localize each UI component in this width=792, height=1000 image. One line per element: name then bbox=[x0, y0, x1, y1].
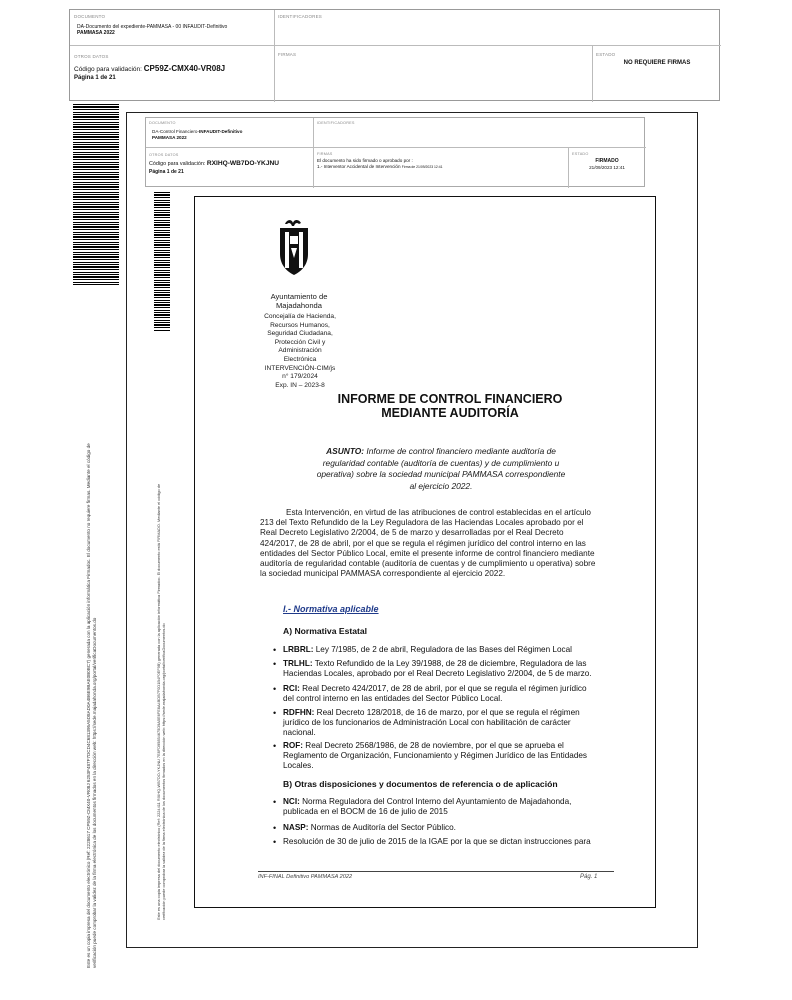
outer-page-number: Página 1 de 21 bbox=[74, 75, 116, 81]
bullet-rdfhn bbox=[283, 708, 613, 739]
bullet-nasp bbox=[283, 823, 613, 833]
inner-side-line2: verificación puede comprobar la validez de la firma electrónica de los documentos firmados en la dirección web: https://sede.majadahonda.org/portal/verificaDocumentos.do bbox=[160, 623, 166, 920]
bullet-text: del control interno en las entidades del Sector Público Local. bbox=[283, 694, 503, 704]
outer-document-label: DOCUMENTO bbox=[74, 14, 106, 19]
bullet-lrbrl bbox=[283, 645, 613, 655]
bullet-term: NCI: bbox=[283, 797, 300, 806]
dept-line: Recursos Humanos, bbox=[270, 321, 330, 329]
inner-side-text bbox=[157, 484, 167, 920]
ref-line: Exp. IN – 2023-8 bbox=[275, 381, 325, 389]
bullet-rof bbox=[283, 741, 613, 772]
dept-line: Electrónica bbox=[283, 355, 317, 363]
dept-line: Concejalía de Hacienda, bbox=[264, 313, 336, 320]
bullet-text: publicada en el BOCM de 16 de julio de 2015 bbox=[283, 807, 448, 817]
inner-status-cell bbox=[569, 148, 646, 188]
subject-line3: operativa) sobre la sociedad municipal PAMMASA correspondiente bbox=[316, 469, 566, 480]
outer-identifiers-cell bbox=[275, 10, 721, 46]
outer-other-data-cell bbox=[70, 46, 275, 102]
inner-validation-code[interactable]: RXIHQ-WB7DO-YKJNU bbox=[206, 160, 280, 167]
outer-validation-code[interactable]: CP59Z-CMX40-VR08J bbox=[143, 64, 226, 73]
dept-line: Administración bbox=[278, 347, 322, 355]
subject-line4: al ejercicio 2022. bbox=[409, 480, 473, 491]
page-footer-left: INF-FINAL Definitivo PAMMASA 2022 bbox=[258, 874, 353, 880]
outer-side-text bbox=[86, 443, 97, 968]
inner-status-date: 21/09/2023 12:41 bbox=[589, 165, 625, 170]
subsection-b-title: B) Otras disposiciones y documentos de referencia o de aplicación bbox=[283, 779, 558, 789]
org-name-line2: Majadahonda bbox=[275, 300, 323, 310]
dept-line: Protección Civil y bbox=[274, 338, 326, 346]
inner-header bbox=[145, 117, 645, 187]
subject-block bbox=[296, 446, 586, 492]
intro-line: entidades del Sector Público Local, emite el presente informe de control financiero mediante bbox=[260, 548, 595, 558]
bullet-trlhl bbox=[283, 659, 613, 679]
bullet-term: RDFHN: bbox=[283, 708, 315, 717]
page-footer-right: Pág. 1 bbox=[580, 874, 598, 880]
outer-document-line2: PAMMASA 2022 bbox=[77, 30, 115, 36]
coat-of-arms-icon bbox=[276, 218, 312, 276]
inner-signatures-line2: 1.- Interventor Accidental de Intervención bbox=[317, 164, 401, 169]
bullet-nci bbox=[283, 797, 613, 817]
outer-signatures-cell bbox=[275, 46, 593, 102]
inner-status-label: ESTADO bbox=[572, 152, 589, 156]
outer-status-label: ESTADO bbox=[596, 52, 616, 57]
bullet-rci bbox=[283, 684, 613, 704]
bullet-text: Ley 7/1985, de 2 de abril, Reguladora de las Bases del Régimen Local bbox=[313, 645, 572, 654]
intro-line: 424/2017, de 28 de abril, por el que se regula el régimen jurídico del control interno en las bbox=[260, 538, 586, 548]
inner-validation-prefix: Código para validación: bbox=[149, 161, 206, 167]
outer-identifiers-label: IDENTIFICADORES bbox=[278, 14, 323, 19]
section-title-normativa: I.- Normativa aplicable bbox=[283, 604, 379, 614]
intro-line: Esta Intervención, en virtud de las atribuciones de control establecidas en el artículo bbox=[286, 508, 591, 517]
subject-label: ASUNTO: bbox=[326, 446, 365, 456]
bullet-resolucion bbox=[283, 837, 613, 847]
inner-page-number: Página 1 de 21 bbox=[149, 169, 184, 175]
bullet-text: Texto Refundido de la Ley 39/1988, de 28 de diciembre, Reguladora de las bbox=[312, 659, 587, 668]
bullet-term: TRLHL: bbox=[283, 659, 313, 668]
bullet-text: Real Decreto 2568/1986, de 28 de noviembre, por el que se aprueba el bbox=[303, 741, 564, 750]
bullet-text: nacional. bbox=[283, 728, 316, 738]
inner-document-label: DOCUMENTO bbox=[149, 121, 176, 125]
inner-document-cell bbox=[146, 118, 314, 148]
subject-line1: Informe de control financiero mediante auditoría de bbox=[364, 446, 556, 456]
bullet-text: Reglamento de Organización, Funcionamiento y Régimen Jurídico de las Entidades bbox=[283, 751, 588, 761]
outer-header bbox=[69, 9, 720, 101]
outer-status-value: NO REQUIERE FIRMAS bbox=[623, 60, 691, 66]
report-title-line1: INFORME DE CONTROL FINANCIERO bbox=[337, 392, 563, 406]
inner-status-value: FIRMADO bbox=[595, 158, 619, 164]
intro-line: Real Decreto Legislativo 2/2004, de 5 de marzo y desarrolladas por el Real Decreto bbox=[260, 528, 564, 538]
inner-signatures-cell bbox=[314, 148, 569, 188]
intro-line: 213 del Texto Refundido de la Ley Reguladora de las Haciendas Locales aprobado por el bbox=[260, 518, 584, 528]
inner-barcode bbox=[154, 192, 170, 332]
bullet-text: Normas de Auditoría del Sector Público. bbox=[308, 823, 456, 832]
bullet-text: Locales. bbox=[283, 761, 314, 771]
intro-paragraph bbox=[260, 508, 614, 579]
bullet-text: Real Decreto 424/2017, de 28 de abril, por el que se regula el régimen jurídico bbox=[299, 684, 587, 693]
subject-line2: regularidad contable (auditoría de cuentas) y de cumplimiento u bbox=[322, 457, 560, 468]
inner-other-data-label: OTROS DATOS bbox=[149, 153, 179, 157]
bullet-text: Norma Reguladora del Control Interno del Ayuntamiento de Majadahonda, bbox=[299, 797, 572, 806]
org-name bbox=[264, 293, 334, 311]
inner-signatures-line1: El documento ha sido firmado o aprobado por : bbox=[317, 158, 413, 163]
intro-line: la sociedad municipal PAMMASA correspondiente al ejercicio 2022. bbox=[260, 569, 506, 579]
inner-document-prefix: DA-Control Financiero- bbox=[152, 129, 199, 134]
ref-line: n° 179/2024 bbox=[282, 373, 318, 381]
bullet-term: NASP: bbox=[283, 823, 309, 832]
report-title bbox=[300, 392, 600, 420]
ref-line: INTERVENCIÓN-CIM/js bbox=[264, 364, 336, 372]
dept-line: Seguridad Ciudadana, bbox=[267, 330, 333, 338]
inner-signatures-label: FIRMAS bbox=[317, 152, 333, 156]
outer-document-cell bbox=[70, 10, 275, 46]
outer-side-line1: Este es un copia impresa del documento electrónico (Ref: 2228617 CP59Z-CMX40-VR08J 6253F487F7DCD4C681395A5D8AD0A4B6E9BAE0B0BC7) generada con la aplicación informática Firmadoc. El documento no requiere firmas. Mediante el código de bbox=[86, 443, 91, 968]
outer-status-cell bbox=[593, 46, 721, 102]
org-name-line1: Ayuntamiento de bbox=[270, 292, 328, 301]
bullet-text: Real Decreto 128/2018, de 16 de marzo, por el que se regula el régimen bbox=[314, 708, 580, 717]
outer-validation-prefix: Código para validación: bbox=[74, 66, 142, 73]
inner-validation-line bbox=[149, 160, 279, 167]
inner-identifiers-cell bbox=[314, 118, 646, 148]
subsection-a-title: A) Normativa Estatal bbox=[283, 626, 368, 636]
inner-document-line2: PAMMASA 2022 bbox=[152, 134, 187, 140]
outer-signatures-label: FIRMAS bbox=[278, 52, 297, 57]
report-title-line2: MEDIANTE AUDITORÍA bbox=[381, 406, 519, 420]
inner-other-data-cell bbox=[146, 148, 314, 188]
bullet-term: RCI: bbox=[283, 684, 300, 693]
outer-document-title bbox=[77, 24, 272, 36]
bullet-term: LRBRL: bbox=[283, 645, 314, 654]
outer-other-data-label: OTROS DATOS bbox=[74, 54, 109, 59]
bullet-term: ROF: bbox=[283, 741, 304, 750]
outer-barcode bbox=[73, 104, 119, 286]
outer-validation-line bbox=[74, 64, 225, 73]
bullet-text: jurídico de los funcionarios de Administración Local con habilitación de carácter bbox=[283, 718, 571, 728]
bullet-text: Resolución de 30 de julio de 2015 de la IGAE por la que se dictan instrucciones para bbox=[283, 837, 591, 846]
inner-signatures-text bbox=[317, 158, 443, 170]
outer-document-line1: DA-Documento del expediente-PAMMASA - 00 INFAUDIT-Definitivo bbox=[77, 24, 228, 30]
inner-document-title bbox=[152, 129, 312, 140]
inner-signatures-date-small: Firma de 21/09/2023 12:41 bbox=[401, 165, 443, 169]
outer-side-line2: verificación puede comprobar la validez de la firma electrónica de los documentos firmados en la dirección web: https://sede.majadahonda.org/portal/verificaDocumentos.do bbox=[91, 617, 97, 968]
bullet-text: Haciendas Locales, aprobado por el Real Decreto Legislativo 2/2004, de 5 de marzo. bbox=[283, 669, 592, 679]
inner-document-bold: INFAUDIT-Definitivo bbox=[198, 129, 243, 134]
department-block bbox=[262, 313, 338, 390]
intro-line: auditoría de regularidad contable (auditoría de cuentas y de cumplimiento u operativa) sobre bbox=[260, 559, 596, 569]
inner-side-line1: Este es una copia impresa del documento electrónico (Ref: 2224411 RXIHQ-WB7DO-YKJNU 7E8FD95854675D9A5E6FE8A4BDB7F0D1B4F0EF9B) generada con la aplicación informática Firmadoc. El documento está FIRMADO. Mediante el código de bbox=[156, 483, 161, 920]
page-footer-rule bbox=[258, 871, 614, 872]
inner-identifiers-label: IDENTIFICADORES bbox=[317, 121, 355, 125]
